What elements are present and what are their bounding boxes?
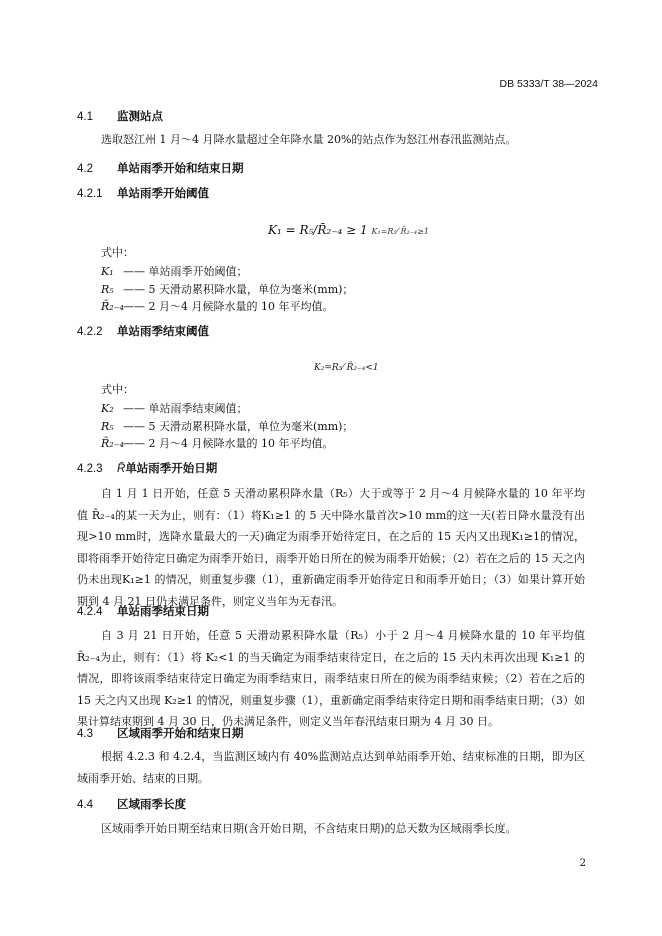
definition-row [101, 263, 248, 279]
document-header-id: DB 5333/T 38—2024 [499, 78, 598, 90]
section-title: 单站雨季开始和结束日期 [117, 163, 244, 175]
formula-k1 [268, 223, 429, 237]
section-title: 单站雨季开始阈值 [117, 188, 209, 200]
where-label: 式中： [101, 383, 134, 396]
formula-k2: K₂=R₅⁄ R̄₂₋₄<1 [314, 363, 379, 373]
definition-row [101, 298, 333, 314]
definition-text: —— 2 月～4 月候降水量的 10 年平均值。 [123, 300, 334, 313]
section-4-4-heading [77, 796, 186, 812]
formula-k1-main: K₁ = R₅/R̄₂₋₄ ≥ 1 [268, 223, 368, 237]
section-number: 4.2.4 [77, 606, 103, 618]
definition-row [101, 435, 333, 451]
section-4-2-2-heading [77, 323, 209, 339]
definition-text: —— 单站雨季开始阈值； [123, 265, 248, 278]
section-4-1-text: 选取怒江州 1 月～4 月降水量超过全年降水量 20%的站点作为怒江州春汛监测站点。 [101, 133, 517, 146]
definition-row [101, 400, 248, 416]
section-4-4-text: 区域雨季开始日期至结束日期(含开始日期，不含结束日期)的总天数为区域雨季长度。 [101, 822, 517, 835]
definition-symbol: R̄₂₋₄ [101, 300, 124, 313]
section-4-3-text: 根据 4.2.3 和 4.2.4，当监测区域内有 40%监测站点达到单站雨季开始、结束标准的日期，即为区域雨季开始、结束的日期。 [77, 750, 585, 785]
where-label: 式中： [101, 246, 134, 259]
definition-symbol: K₁ [101, 265, 114, 278]
formula-k1-small: K₁=R₅⁄ R̄₂₋₄≥1 [371, 227, 429, 236]
section-4-2-4-heading [77, 603, 209, 619]
section-number: 4.2.2 [77, 326, 103, 338]
section-4-2-heading [77, 160, 244, 176]
page-number: 2 [579, 858, 586, 869]
section-title: 区域雨季开始和结束日期 [117, 728, 244, 740]
definition-symbol: R̄₂₋₄ [101, 437, 124, 450]
section-title: 单站雨季结束日期 [117, 606, 209, 618]
definition-row [101, 418, 353, 434]
definition-text: —— 5 天滑动累积降水量，单位为毫米(mm)； [123, 283, 354, 296]
section-number: 4.1 [77, 111, 93, 123]
section-number: 4.4 [77, 799, 93, 811]
section-4-2-3-text: 自 1 月 1 日开始，任意 5 天滑动累积降水量（R₅）大于或等于 2 月～4 月候降水量的 10 年平均值 R̄₂₋₄的某一天为止，则有：（1）将K₁≥1 的 5 天中降水量首次>10 mm的这一天(若日降水量没有出现>10 mm时，选降水量最大的一天)确定为雨季开始待定日，在之后的 15 天内又出现K₁≥1的情况，即将雨季开始待定日确定为雨季开始日，雨季开始日所在的候为雨季开始候；（2）若在之后的 15 天之内仍未出现K₁≥1 的情况，则重复步骤（1），重新确定雨季开始待定日和雨季开始日；（3）如果计算开始期到 4 月 21 日仍未满足条件，则定义当年为无春汛。 [77, 487, 585, 608]
section-4-2-3-heading [77, 460, 217, 476]
definition-symbol: R₅ [101, 283, 114, 296]
definition-text: —— 单站雨季结束阈值； [123, 402, 248, 415]
section-number: 4.2 [77, 163, 93, 175]
title-symbol: R̄ [117, 463, 126, 475]
definition-text: —— 2 月～4 月候降水量的 10 年平均值。 [123, 437, 334, 450]
definition-row [101, 281, 353, 297]
definition-text: —— 5 天滑动累积降水量，单位为毫米(mm)； [123, 420, 354, 433]
section-4-2-1-heading [77, 185, 209, 201]
section-title: 单站雨季结束阈值 [117, 326, 209, 338]
section-title: 单站雨季开始日期 [125, 463, 218, 475]
section-4-3-heading [77, 725, 244, 741]
definition-symbol: K₂ [101, 402, 114, 415]
section-title: 监测站点 [117, 111, 163, 123]
section-4-2-4-text: 自 3 月 21 日开始，任意 5 天滑动累积降水量（R₅）小于 2 月～4 月候降水量的 10 年平均值 R̄₂₋₄为止，则有：（1）将 K₂<1 的当天确定为雨季结束待定日，在之后的 15 天内未再次出现 K₁≥1 的情况，即将该雨季结束待定日确定为雨季结束日，雨季结束日所在的候为雨季结束候；（2）若在之后的 15 天之内又出现 K₂≥1 的情况，则重复步骤（1），重新确定雨季结束待定日期和雨季结束日期；（3）如果计算结束期到 4 月 30 日，仍未满足条件，则定义当年春汛结束日期为 4 月 30 日。 [77, 629, 585, 728]
section-number: 4.2.1 [77, 188, 103, 200]
definition-symbol: R₅ [101, 420, 114, 433]
section-number: 4.3 [77, 728, 93, 740]
section-number: 4.2.3 [77, 463, 103, 475]
section-title: 区域雨季长度 [117, 799, 186, 811]
section-4-1-heading [77, 108, 163, 124]
